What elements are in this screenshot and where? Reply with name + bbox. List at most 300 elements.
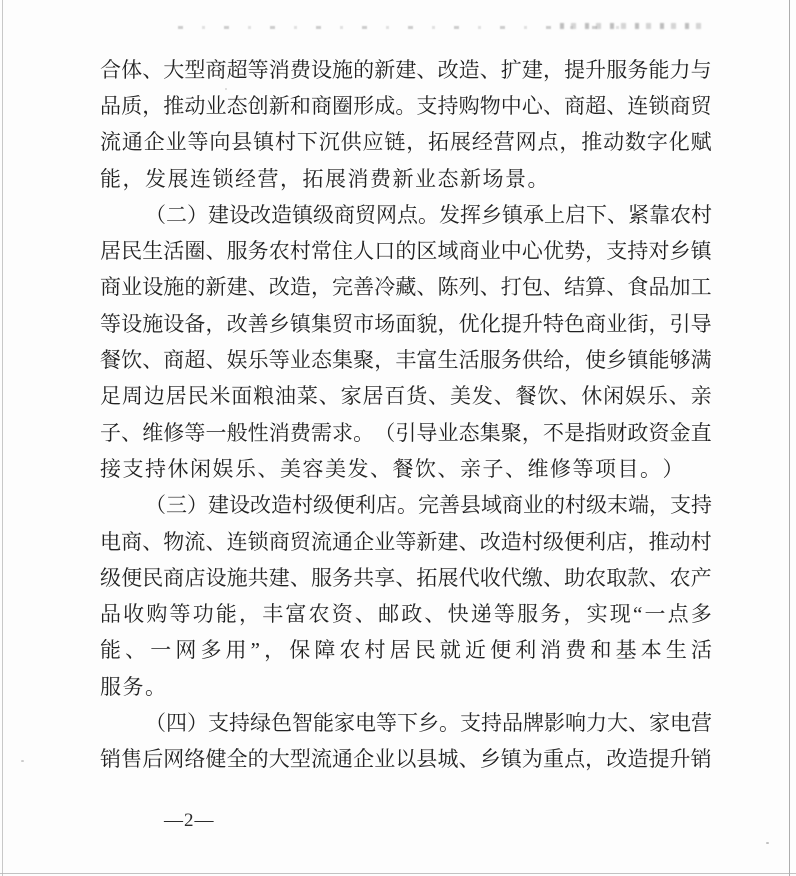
char: 饮 bbox=[537, 384, 559, 409]
char: 家 bbox=[340, 384, 362, 409]
char: 智 bbox=[292, 710, 313, 735]
char: 需 bbox=[310, 420, 332, 445]
text-line bbox=[100, 451, 712, 487]
page-number: —2— bbox=[164, 810, 215, 831]
char: 备 bbox=[184, 311, 206, 336]
char: 商 bbox=[334, 202, 355, 227]
char: 发 bbox=[439, 202, 460, 227]
char: 型 bbox=[184, 57, 206, 82]
char: 拓 bbox=[416, 565, 438, 590]
char: 锁 bbox=[212, 166, 234, 191]
char: 邮 bbox=[378, 602, 400, 627]
char: 。 bbox=[145, 674, 166, 699]
char: 米 bbox=[209, 384, 231, 409]
char: 品 bbox=[100, 93, 121, 118]
char: 。 bbox=[395, 93, 417, 118]
char: 改 bbox=[250, 202, 271, 227]
char: 支 bbox=[122, 456, 144, 481]
char: 展 bbox=[450, 130, 471, 155]
char: 镇 bbox=[289, 311, 311, 336]
char: 店 bbox=[184, 565, 206, 590]
char: 费 bbox=[289, 420, 311, 445]
char: 一 bbox=[205, 420, 227, 445]
char: 消 bbox=[347, 166, 369, 191]
char: 拓 bbox=[428, 130, 450, 155]
char: 挥 bbox=[460, 202, 481, 227]
char: 商 bbox=[163, 565, 185, 590]
char: 成 bbox=[374, 93, 396, 118]
char: 不 bbox=[542, 420, 564, 445]
char: 力 bbox=[586, 710, 607, 735]
char: 陈 bbox=[437, 275, 459, 300]
char: 连 bbox=[190, 166, 211, 191]
char: 营 bbox=[257, 166, 279, 191]
char: 质 bbox=[121, 93, 143, 118]
char: 动 bbox=[603, 130, 625, 155]
char: 售 bbox=[121, 747, 143, 772]
char: 商 bbox=[268, 529, 290, 554]
char: 设 bbox=[163, 311, 185, 336]
char: 发 bbox=[347, 456, 369, 481]
char: 、 bbox=[542, 565, 564, 590]
scan-edge-right bbox=[789, 0, 790, 876]
char: 业 bbox=[606, 311, 628, 336]
char: 利 bbox=[515, 638, 537, 663]
char: 通 bbox=[332, 529, 354, 554]
char: 乡 bbox=[268, 311, 290, 336]
char: ， bbox=[122, 166, 144, 191]
char: 、 bbox=[205, 239, 227, 264]
char: 和 bbox=[289, 93, 311, 118]
char: 改 bbox=[437, 57, 459, 82]
char: 域 bbox=[481, 493, 502, 518]
char: 建 bbox=[268, 565, 290, 590]
char: 人 bbox=[353, 239, 375, 264]
char: 企 bbox=[143, 130, 165, 155]
char: 、 bbox=[205, 348, 227, 373]
char: ， bbox=[585, 239, 607, 264]
char: 提 bbox=[564, 57, 586, 82]
char: 施 bbox=[142, 311, 164, 336]
char: 持 bbox=[229, 710, 250, 735]
char: 场 bbox=[374, 311, 396, 336]
char: 新 bbox=[268, 93, 290, 118]
char: 食 bbox=[627, 275, 649, 300]
char: 响 bbox=[565, 710, 586, 735]
char: 合 bbox=[100, 57, 121, 82]
char: 便 bbox=[334, 493, 355, 518]
char: 服 bbox=[606, 57, 628, 82]
char: 连 bbox=[226, 529, 248, 554]
char: 等 bbox=[268, 348, 290, 373]
char: 助 bbox=[564, 565, 586, 590]
char: 营 bbox=[691, 710, 712, 735]
char: 貌 bbox=[416, 311, 438, 336]
char: 富 bbox=[416, 348, 438, 373]
indent-spacer bbox=[100, 723, 145, 724]
char: 展 bbox=[437, 565, 459, 590]
char: 后 bbox=[142, 747, 164, 772]
char: 。 bbox=[527, 166, 549, 191]
char: 数 bbox=[625, 130, 646, 155]
char: 维 bbox=[142, 420, 164, 445]
char: 向 bbox=[209, 130, 231, 155]
char: 改 bbox=[226, 311, 248, 336]
char: 三 bbox=[166, 493, 187, 518]
text-line bbox=[100, 197, 712, 233]
char: 集 bbox=[332, 348, 354, 373]
char: 建 bbox=[208, 202, 229, 227]
char: 民 bbox=[142, 565, 164, 590]
scan-artifact-smudge-right bbox=[560, 23, 710, 29]
char: 实 bbox=[586, 602, 608, 627]
char: 县 bbox=[460, 493, 481, 518]
char: 求 bbox=[332, 420, 354, 445]
char: ） bbox=[662, 456, 684, 481]
char: 通 bbox=[332, 747, 354, 772]
char: 居 bbox=[100, 239, 121, 264]
char: 丰 bbox=[395, 348, 417, 373]
char: 改 bbox=[479, 529, 501, 554]
char: 造 bbox=[289, 275, 311, 300]
char: 能 bbox=[100, 638, 121, 663]
char: 、 bbox=[416, 57, 438, 82]
char: 镇 bbox=[253, 130, 275, 155]
char: 业 bbox=[415, 166, 436, 191]
char: 改 bbox=[250, 493, 271, 518]
char: 工 bbox=[690, 275, 712, 300]
char: 设 bbox=[229, 202, 250, 227]
char: 影 bbox=[544, 710, 565, 735]
char: 基 bbox=[615, 638, 637, 663]
char: ， bbox=[585, 747, 607, 772]
char: 景 bbox=[505, 166, 526, 191]
char: ， bbox=[542, 57, 564, 82]
char: 完 bbox=[332, 275, 354, 300]
char: 亲 bbox=[460, 456, 481, 481]
char: 村 bbox=[275, 130, 296, 155]
char: 力 bbox=[669, 57, 691, 82]
char: 二 bbox=[166, 202, 187, 227]
char: 周 bbox=[121, 384, 143, 409]
scan-edge-left bbox=[2, 0, 3, 876]
char: 新 bbox=[392, 166, 414, 191]
char: 目 bbox=[617, 456, 639, 481]
char: 态 bbox=[310, 348, 332, 373]
char: ， bbox=[374, 348, 396, 373]
text-line bbox=[100, 306, 712, 342]
char: 商 bbox=[310, 93, 332, 118]
char: 一 bbox=[644, 602, 666, 627]
char: 贸 bbox=[332, 311, 354, 336]
char: 施 bbox=[226, 565, 248, 590]
char: 能 bbox=[648, 57, 670, 82]
text-line bbox=[100, 524, 712, 560]
char: 、 bbox=[668, 384, 690, 409]
char: 农 bbox=[585, 565, 607, 590]
char: 超 bbox=[184, 348, 206, 373]
char: 贸 bbox=[289, 529, 311, 554]
indent-spacer bbox=[100, 215, 145, 216]
char: 新 bbox=[374, 57, 396, 82]
char: 、 bbox=[142, 348, 164, 373]
char: 农 bbox=[268, 239, 290, 264]
char: （ bbox=[145, 710, 166, 735]
char: 建 bbox=[226, 275, 248, 300]
paragraph-2 bbox=[100, 197, 712, 487]
char: 设 bbox=[121, 311, 143, 336]
paragraph-4 bbox=[100, 705, 712, 778]
char: 拓 bbox=[302, 166, 324, 191]
char: 支 bbox=[670, 493, 691, 518]
char: 商 bbox=[564, 93, 586, 118]
char: 、 bbox=[607, 202, 628, 227]
char: 赋 bbox=[690, 130, 712, 155]
char: 。 bbox=[439, 710, 460, 735]
char: 等 bbox=[572, 456, 594, 481]
char: 村 bbox=[292, 493, 313, 518]
char: 取 bbox=[606, 565, 628, 590]
char: 给 bbox=[542, 348, 564, 373]
char: 流 bbox=[310, 747, 332, 772]
char: 性 bbox=[247, 420, 269, 445]
char: 够 bbox=[669, 348, 691, 373]
char: 般 bbox=[226, 420, 248, 445]
char: 修 bbox=[550, 456, 571, 481]
char: 善 bbox=[439, 493, 460, 518]
char: 靠 bbox=[649, 202, 670, 227]
char: 型 bbox=[289, 747, 311, 772]
char: 城 bbox=[437, 747, 459, 772]
char: 通 bbox=[121, 130, 143, 155]
char: 障 bbox=[314, 638, 336, 663]
char: ， bbox=[437, 311, 459, 336]
char: 创 bbox=[247, 93, 269, 118]
char: 市 bbox=[353, 311, 375, 336]
char: 品 bbox=[502, 710, 523, 735]
char: 镇 bbox=[690, 239, 712, 264]
char: 务 bbox=[247, 239, 269, 264]
char: 费 bbox=[289, 57, 311, 82]
char: 费 bbox=[370, 166, 391, 191]
char: 消 bbox=[268, 420, 290, 445]
char: 企 bbox=[353, 529, 375, 554]
char: 发 bbox=[471, 384, 493, 409]
char: 财 bbox=[606, 420, 628, 445]
char: 锁 bbox=[247, 529, 269, 554]
char: 业 bbox=[374, 747, 396, 772]
char: 服 bbox=[226, 239, 248, 264]
char: 业 bbox=[289, 348, 311, 373]
char: 新 bbox=[460, 166, 481, 191]
char: 牌 bbox=[523, 710, 544, 735]
char: ， bbox=[205, 311, 227, 336]
char: 经 bbox=[471, 130, 493, 155]
char: 商 bbox=[100, 275, 121, 300]
char: 营 bbox=[493, 130, 515, 155]
char: 修 bbox=[163, 420, 185, 445]
char: 面 bbox=[395, 311, 417, 336]
char: ， bbox=[264, 638, 286, 663]
char: 娱 bbox=[212, 456, 234, 481]
char: 百 bbox=[384, 384, 406, 409]
char: 务 bbox=[122, 674, 144, 699]
char: 边 bbox=[143, 384, 165, 409]
char: 缴 bbox=[521, 565, 543, 590]
char: 态 bbox=[437, 166, 459, 191]
char: （ bbox=[374, 420, 396, 445]
char: 流 bbox=[100, 130, 121, 155]
char: 展 bbox=[325, 166, 346, 191]
char: 消 bbox=[540, 638, 562, 663]
char: 服 bbox=[100, 674, 121, 699]
char: ， bbox=[559, 130, 581, 155]
char: 农 bbox=[339, 638, 361, 663]
text-line bbox=[100, 270, 712, 306]
char: 点 bbox=[667, 602, 689, 627]
text-line bbox=[100, 125, 712, 161]
char: “ bbox=[632, 602, 643, 627]
char: 满 bbox=[690, 348, 712, 373]
char: 。 bbox=[640, 456, 661, 481]
char: 、 bbox=[479, 57, 501, 82]
char: 电 bbox=[100, 529, 121, 554]
char: 施 bbox=[163, 275, 185, 300]
char: 居 bbox=[165, 384, 187, 409]
char: 等 bbox=[184, 420, 206, 445]
char: 生 bbox=[437, 348, 459, 373]
char: 势 bbox=[564, 239, 586, 264]
char: 、 bbox=[628, 710, 649, 735]
char: 活 bbox=[690, 638, 712, 663]
char: 现 bbox=[609, 602, 631, 627]
char: 扩 bbox=[500, 57, 522, 82]
char: 的 bbox=[395, 239, 417, 264]
char: 提 bbox=[648, 747, 670, 772]
char: 款 bbox=[627, 565, 649, 590]
char: 动 bbox=[669, 529, 691, 554]
char: ， bbox=[627, 529, 649, 554]
char: 家 bbox=[334, 710, 355, 735]
char: 业 bbox=[437, 420, 459, 445]
char: 健 bbox=[205, 747, 227, 772]
char: 娱 bbox=[625, 384, 646, 409]
char: 油 bbox=[275, 384, 296, 409]
char: 多 bbox=[200, 638, 222, 663]
char: ） bbox=[187, 493, 208, 518]
char: 生 bbox=[142, 239, 164, 264]
char: 、 bbox=[437, 456, 459, 481]
char: 持 bbox=[145, 456, 166, 481]
char: ， bbox=[649, 493, 670, 518]
char: 业 bbox=[205, 93, 227, 118]
char: 中 bbox=[500, 239, 522, 264]
char: 休 bbox=[167, 456, 189, 481]
char: 导 bbox=[690, 311, 712, 336]
char: 美 bbox=[450, 384, 471, 409]
char: 大 bbox=[607, 710, 628, 735]
char: 的 bbox=[544, 493, 565, 518]
char: 打 bbox=[500, 275, 522, 300]
char: 提 bbox=[500, 311, 522, 336]
paragraph-1 bbox=[100, 52, 712, 197]
text-line bbox=[100, 488, 712, 524]
char: 级 bbox=[542, 529, 564, 554]
char: 字 bbox=[646, 130, 668, 155]
text-line bbox=[100, 742, 712, 778]
char: 使 bbox=[585, 348, 607, 373]
char: 大 bbox=[163, 57, 185, 82]
char: 丰 bbox=[262, 602, 284, 627]
char: 算 bbox=[585, 275, 607, 300]
char: 乡 bbox=[669, 239, 691, 264]
char: 能 bbox=[215, 602, 237, 627]
char: 直 bbox=[690, 420, 712, 445]
char: ， bbox=[406, 130, 428, 155]
paragraph-3 bbox=[100, 488, 712, 706]
char: 、 bbox=[458, 529, 480, 554]
char: 、 bbox=[354, 602, 376, 627]
char: 聚 bbox=[353, 348, 375, 373]
char: 收 bbox=[479, 565, 501, 590]
char: 和 bbox=[590, 638, 612, 663]
char: 民 bbox=[187, 384, 209, 409]
char: 、 bbox=[247, 275, 269, 300]
char: 启 bbox=[565, 202, 586, 227]
char: 圈 bbox=[184, 239, 206, 264]
char: 设 bbox=[310, 57, 332, 82]
char: 饮 bbox=[415, 456, 436, 481]
char: 端 bbox=[628, 493, 649, 518]
char: 居 bbox=[362, 384, 384, 409]
char: 便 bbox=[490, 638, 512, 663]
char: 足 bbox=[100, 384, 121, 409]
char: 化 bbox=[479, 311, 501, 336]
char: 商 bbox=[502, 493, 523, 518]
char: 乡 bbox=[418, 710, 439, 735]
char: 设 bbox=[229, 493, 250, 518]
char: 镇 bbox=[627, 348, 649, 373]
char: 结 bbox=[564, 275, 586, 300]
char: 、 bbox=[559, 384, 581, 409]
char: 。 bbox=[397, 493, 418, 518]
char: 区 bbox=[416, 239, 438, 264]
char: 承 bbox=[523, 202, 544, 227]
char: 县 bbox=[231, 130, 253, 155]
char: 购 bbox=[458, 93, 480, 118]
char: 本 bbox=[640, 638, 662, 663]
char: 持 bbox=[481, 710, 502, 735]
char: 级 bbox=[586, 493, 607, 518]
char: 、 bbox=[542, 275, 564, 300]
char: 、 bbox=[257, 456, 279, 481]
char: 引 bbox=[669, 311, 691, 336]
char: 商 bbox=[205, 57, 227, 82]
char: 美 bbox=[280, 456, 301, 481]
char: 乡 bbox=[606, 348, 628, 373]
char: 特 bbox=[542, 311, 564, 336]
char: 务 bbox=[500, 348, 522, 373]
text-line bbox=[100, 52, 712, 88]
char: 色 bbox=[271, 710, 292, 735]
char: 优 bbox=[458, 311, 480, 336]
char: 大 bbox=[268, 747, 290, 772]
char: 、 bbox=[479, 275, 501, 300]
char: 家 bbox=[649, 710, 670, 735]
char: 等 bbox=[376, 710, 397, 735]
char: 、 bbox=[121, 420, 143, 445]
char: 利 bbox=[585, 529, 607, 554]
